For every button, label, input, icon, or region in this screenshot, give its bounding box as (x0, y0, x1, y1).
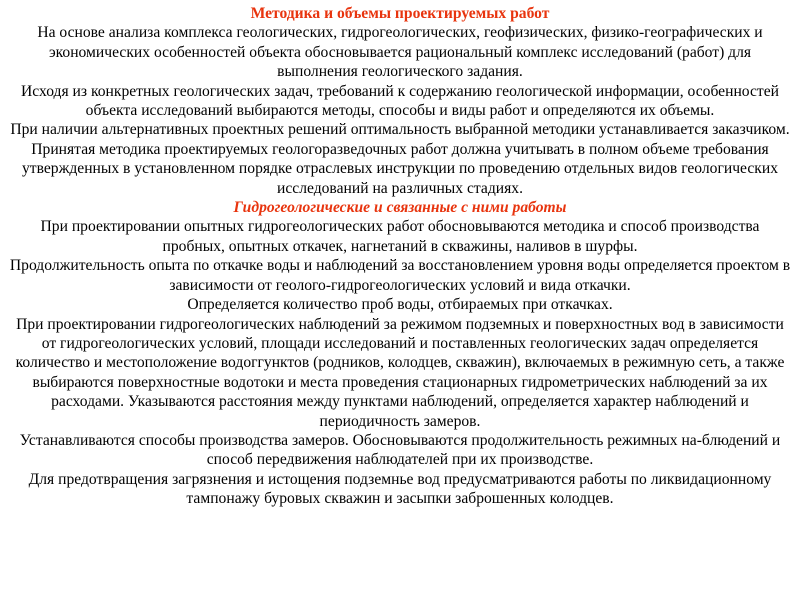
paragraph: Определяется количество проб воды, отбираемых при откачках. (187, 296, 613, 314)
paragraph: При проектировании гидрогеологических наблюдений за режимом подземных и поверхностных вод в зависимости от гидрогеологических условий, площади исследований и поставленных геологических задач определяется количество и местоположение водоггунктов (родников, колодцев, скважин), включаемых в режимную сеть, а также выбираются поверхностные водотоки и места проведения стационарных гидрометрических наблюдений за их расходами. Указываются расстояния между пунктами наблюдений, определяется характер наблюдений и периодичность замеров. (15, 315, 785, 430)
paragraph: При наличии альтернативных проектных решений оптимальность выбранной методики устанавливается заказчиком. (10, 121, 790, 139)
paragraph: Устанавливаются способы производства замеров. Обосновываются продолжительность режимных на-блюдений и способ передвижения наблюдателей при их производстве. (19, 431, 781, 469)
section-title-methodology: Методика и объемы проектируемых работ (250, 5, 550, 22)
paragraph: При проектировании опытных гидрогеологических работ обосновываются методика и способ производства пробных, опытных откачек, нагнетаний в скважины, наливов в шурфы. (40, 218, 760, 255)
section-title-hydrogeology: Гидрогеологические и связанные с ними работы (233, 199, 567, 217)
paragraph: Исходя из конкретных геологических задач, требований к содержанию геологической информации, особенностей объекта исследований выбираются методы, способы и виды работ и определяются их объемы. (21, 82, 779, 120)
paragraph: Для предотвращения загрязнения и истощения подземнье вод предусматриваются работы по ликвидационному тампонажу буровых скважин и засыпки заброшенных колодцев. (28, 470, 772, 508)
paragraph: Принятая методика проектируемых геологоразведочных работ должна учитывать в полном объеме требования утвержденных в установленном порядке отраслевых инструкции по проведению отдельных видов геологических исследований на различных стадиях. (21, 140, 779, 197)
paragraph: На основе анализа комплекса геологических, гидрогеологических, геофизических, физико-географических и экономических особенностей объекта обосновывается рациональный комплекс исследований (работ) для выполнения геологического задания. (37, 24, 763, 81)
paragraph: Продолжительность опыта по откачке воды и наблюдений за восстановлением уровня воды определяется проектом в зависимости от геолого-гидрогеологических условий и вида откачки. (9, 257, 791, 294)
